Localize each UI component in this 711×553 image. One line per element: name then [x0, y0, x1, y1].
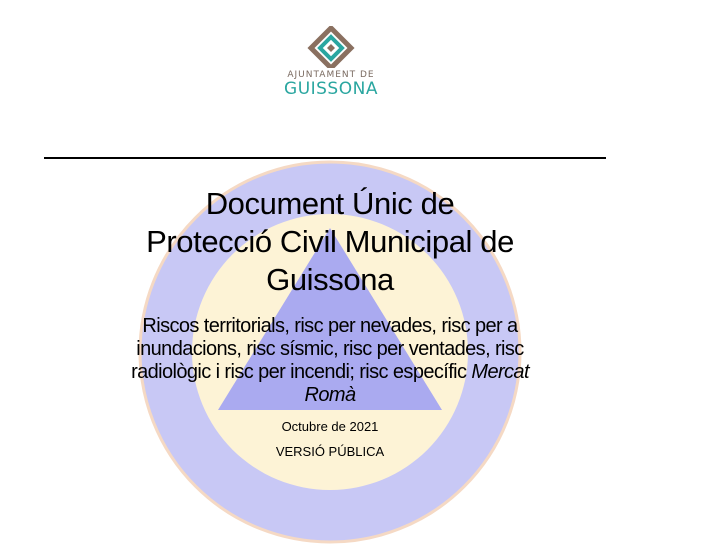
document-subtitle — [60, 315, 600, 407]
subtitle-line — [60, 384, 600, 407]
subtitle-line: inundacions, risc sísmic, risc per ventades, risc — [136, 338, 524, 360]
subtitle-italic-end: Romà — [304, 384, 356, 406]
subtitle-line: Riscos territorials, risc per nevades, risc per a — [142, 315, 518, 337]
guissona-logo-icon — [306, 26, 356, 68]
header-divider — [44, 157, 606, 159]
title-line: Guissona — [266, 262, 394, 297]
logo-subtitle: AJUNTAMENT DE — [287, 70, 375, 80]
subtitle-text: radiològic i risc per incendi; risc específic — [131, 361, 472, 383]
title-line: Document Únic de — [205, 186, 455, 221]
document-date: Octubre de 2021 — [281, 419, 379, 434]
logo-name: GUISSONA — [284, 79, 378, 99]
subtitle-line — [60, 361, 600, 384]
subtitle-italic: Mercat — [471, 361, 529, 383]
title-line: Protecció Civil Municipal de — [146, 224, 514, 259]
ajuntament-logo — [272, 26, 390, 106]
document-version: VERSIÓ PÚBLICA — [275, 444, 385, 459]
document-title — [60, 185, 600, 299]
